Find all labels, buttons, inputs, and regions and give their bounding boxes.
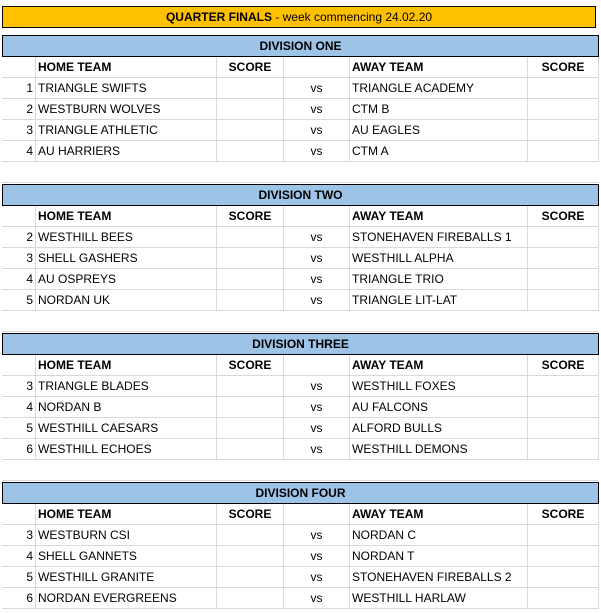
fixture-row <box>2 141 599 162</box>
home-team-cell[interactable]: NORDAN UK <box>36 290 217 310</box>
home-score-cell[interactable] <box>217 418 284 438</box>
fixture-number[interactable]: 5 <box>2 290 36 310</box>
division-section <box>2 184 599 332</box>
fixture-row <box>2 376 599 397</box>
fixture-number[interactable]: 4 <box>2 397 36 417</box>
fixture-row <box>2 99 599 120</box>
title-rest: - week commencing 24.02.20 <box>271 10 433 24</box>
vs-cell[interactable]: vs <box>284 120 350 140</box>
fixture-number[interactable]: 4 <box>2 546 36 566</box>
fixture-row <box>2 78 599 99</box>
home-score-cell[interactable] <box>217 567 284 587</box>
division-section <box>2 35 599 183</box>
away-score-header[interactable]: SCORE <box>528 206 599 226</box>
home-score-cell[interactable] <box>217 290 284 310</box>
fixture-row <box>2 588 599 609</box>
fixture-number[interactable]: 3 <box>2 120 36 140</box>
fixture-number[interactable]: 5 <box>2 567 36 587</box>
vs-cell[interactable]: vs <box>284 99 350 119</box>
vs-cell[interactable]: vs <box>284 269 350 289</box>
fixture-number[interactable]: 1 <box>2 78 36 98</box>
division-header[interactable]: DIVISION TWO <box>2 184 599 206</box>
away-team-cell[interactable]: AU FALCONS <box>350 397 528 417</box>
away-score-cell[interactable] <box>528 376 599 396</box>
home-score-cell[interactable] <box>217 546 284 566</box>
vs-cell[interactable]: vs <box>284 141 350 161</box>
home-team-cell[interactable]: AU HARRIERS <box>36 141 217 161</box>
vs-cell[interactable]: vs <box>284 439 350 459</box>
vs-cell[interactable]: vs <box>284 588 350 608</box>
fixture-row <box>2 546 599 567</box>
away-team-cell[interactable]: ALFORD BULLS <box>350 418 528 438</box>
away-team-header[interactable]: AWAY TEAM <box>350 206 528 226</box>
vs-cell[interactable]: vs <box>284 290 350 310</box>
away-score-cell[interactable] <box>528 439 599 459</box>
away-score-header[interactable]: SCORE <box>528 355 599 375</box>
away-score-cell[interactable] <box>528 397 599 417</box>
row-number-header[interactable] <box>2 57 36 77</box>
title-bold: QUARTER FINALS <box>165 10 272 24</box>
home-score-header[interactable]: SCORE <box>217 206 284 226</box>
vs-header[interactable] <box>284 504 350 524</box>
away-score-cell[interactable] <box>528 120 599 140</box>
home-team-cell[interactable]: NORDAN B <box>36 397 217 417</box>
division-section <box>2 482 599 609</box>
away-team-cell[interactable]: WESTHILL ALPHA <box>350 248 528 268</box>
away-score-header[interactable]: SCORE <box>528 57 599 77</box>
away-score-cell[interactable] <box>528 78 599 98</box>
column-header-row <box>2 206 599 227</box>
home-team-cell[interactable]: WESTHILL BEES <box>36 227 217 247</box>
home-team-cell[interactable]: SHELL GASHERS <box>36 248 217 268</box>
home-score-cell[interactable] <box>217 78 284 98</box>
fixture-number[interactable]: 4 <box>2 141 36 161</box>
column-header-row <box>2 504 599 525</box>
division-section <box>2 333 599 481</box>
blank-row[interactable] <box>2 162 599 183</box>
column-header-row <box>2 355 599 376</box>
home-score-header[interactable]: SCORE <box>217 57 284 77</box>
away-score-cell[interactable] <box>528 227 599 247</box>
blank-row[interactable] <box>2 460 599 481</box>
home-score-cell[interactable] <box>217 269 284 289</box>
fixture-row <box>2 248 599 269</box>
fixture-number[interactable]: 4 <box>2 269 36 289</box>
away-team-cell[interactable]: NORDAN T <box>350 546 528 566</box>
home-score-cell[interactable] <box>217 376 284 396</box>
home-score-cell[interactable] <box>217 439 284 459</box>
home-team-header[interactable]: HOME TEAM <box>36 504 217 524</box>
away-team-cell[interactable]: STONEHAVEN FIREBALLS 2 <box>350 567 528 587</box>
home-team-cell[interactable]: WESTHILL GRANITE <box>36 567 217 587</box>
away-team-cell[interactable]: CTM A <box>350 141 528 161</box>
away-team-cell[interactable]: NORDAN C <box>350 525 528 545</box>
home-score-cell[interactable] <box>217 248 284 268</box>
away-score-cell[interactable] <box>528 588 599 608</box>
away-team-cell[interactable]: AU EAGLES <box>350 120 528 140</box>
vs-header[interactable] <box>284 206 350 226</box>
home-team-cell[interactable]: NORDAN EVERGREENS <box>36 588 217 608</box>
column-header-row <box>2 57 599 78</box>
fixture-number[interactable]: 3 <box>2 248 36 268</box>
division-header[interactable]: DIVISION FOUR <box>2 482 599 504</box>
away-score-cell[interactable] <box>528 99 599 119</box>
away-team-header[interactable]: AWAY TEAM <box>350 57 528 77</box>
row-number-header[interactable] <box>2 355 36 375</box>
away-score-cell[interactable] <box>528 290 599 310</box>
home-team-cell[interactable]: WESTHILL ECHOES <box>36 439 217 459</box>
fixture-row <box>2 439 599 460</box>
away-score-cell[interactable] <box>528 546 599 566</box>
home-team-cell[interactable]: TRIANGLE ATHLETIC <box>36 120 217 140</box>
row-number-header[interactable] <box>2 206 36 226</box>
home-score-cell[interactable] <box>217 99 284 119</box>
home-team-cell[interactable]: WESTBURN WOLVES <box>36 99 217 119</box>
away-score-cell[interactable] <box>528 567 599 587</box>
away-score-cell[interactable] <box>528 141 599 161</box>
division-header[interactable]: DIVISION ONE <box>2 35 599 57</box>
away-team-cell[interactable]: TRIANGLE ACADEMY <box>350 78 528 98</box>
away-score-cell[interactable] <box>528 525 599 545</box>
home-team-header[interactable]: HOME TEAM <box>36 355 217 375</box>
fixture-row <box>2 120 599 141</box>
vs-header[interactable] <box>284 355 350 375</box>
home-score-cell[interactable] <box>217 397 284 417</box>
home-team-cell[interactable]: TRIANGLE SWIFTS <box>36 78 217 98</box>
away-team-cell[interactable]: WESTHILL HARLAW <box>350 588 528 608</box>
vs-cell[interactable]: vs <box>284 546 350 566</box>
away-team-cell[interactable]: TRIANGLE LIT-LAT <box>350 290 528 310</box>
away-team-cell[interactable]: CTM B <box>350 99 528 119</box>
fixture-row <box>2 397 599 418</box>
away-team-cell[interactable]: WESTHILL DEMONS <box>350 439 528 459</box>
home-score-cell[interactable] <box>217 525 284 545</box>
row-number-header[interactable] <box>2 504 36 524</box>
vs-header[interactable] <box>284 57 350 77</box>
home-team-cell[interactable]: WESTBURN CSI <box>36 525 217 545</box>
vs-cell[interactable]: vs <box>284 567 350 587</box>
vs-cell[interactable]: vs <box>284 248 350 268</box>
vs-cell[interactable]: vs <box>284 227 350 247</box>
vs-cell[interactable]: vs <box>284 376 350 396</box>
away-team-cell[interactable]: STONEHAVEN FIREBALLS 1 <box>350 227 528 247</box>
away-team-header[interactable]: AWAY TEAM <box>350 355 528 375</box>
home-team-cell[interactable]: AU OSPREYS <box>36 269 217 289</box>
fixture-row <box>2 227 599 248</box>
fixture-row <box>2 269 599 290</box>
vs-cell[interactable]: vs <box>284 525 350 545</box>
fixture-number[interactable]: 6 <box>2 439 36 459</box>
away-team-cell[interactable]: TRIANGLE TRIO <box>350 269 528 289</box>
fixture-number[interactable]: 3 <box>2 525 36 545</box>
division-header[interactable]: DIVISION THREE <box>2 333 599 355</box>
fixture-number[interactable]: 3 <box>2 376 36 396</box>
home-score-cell[interactable] <box>217 120 284 140</box>
home-team-header[interactable]: HOME TEAM <box>36 206 217 226</box>
fixture-row <box>2 525 599 546</box>
home-team-cell[interactable]: SHELL GANNETS <box>36 546 217 566</box>
away-score-header[interactable]: SCORE <box>528 504 599 524</box>
home-score-cell[interactable] <box>217 141 284 161</box>
blank-row[interactable] <box>2 311 599 332</box>
home-team-header[interactable]: HOME TEAM <box>36 57 217 77</box>
away-score-cell[interactable] <box>528 248 599 268</box>
home-score-cell[interactable] <box>217 227 284 247</box>
fixture-row <box>2 567 599 588</box>
fixture-row <box>2 290 599 311</box>
home-score-cell[interactable] <box>217 588 284 608</box>
fixture-number[interactable]: 2 <box>2 227 36 247</box>
away-team-header[interactable]: AWAY TEAM <box>350 504 528 524</box>
fixture-number[interactable]: 5 <box>2 418 36 438</box>
away-team-cell[interactable]: WESTHILL FOXES <box>350 376 528 396</box>
page-title[interactable] <box>2 6 596 28</box>
fixture-number[interactable]: 2 <box>2 99 36 119</box>
away-score-cell[interactable] <box>528 418 599 438</box>
home-score-header[interactable]: SCORE <box>217 504 284 524</box>
home-score-header[interactable]: SCORE <box>217 355 284 375</box>
fixture-number[interactable]: 6 <box>2 588 36 608</box>
vs-cell[interactable]: vs <box>284 78 350 98</box>
home-team-cell[interactable]: TRIANGLE BLADES <box>36 376 217 396</box>
vs-cell[interactable]: vs <box>284 397 350 417</box>
home-team-cell[interactable]: WESTHILL CAESARS <box>36 418 217 438</box>
fixture-row <box>2 418 599 439</box>
vs-cell[interactable]: vs <box>284 418 350 438</box>
away-score-cell[interactable] <box>528 269 599 289</box>
